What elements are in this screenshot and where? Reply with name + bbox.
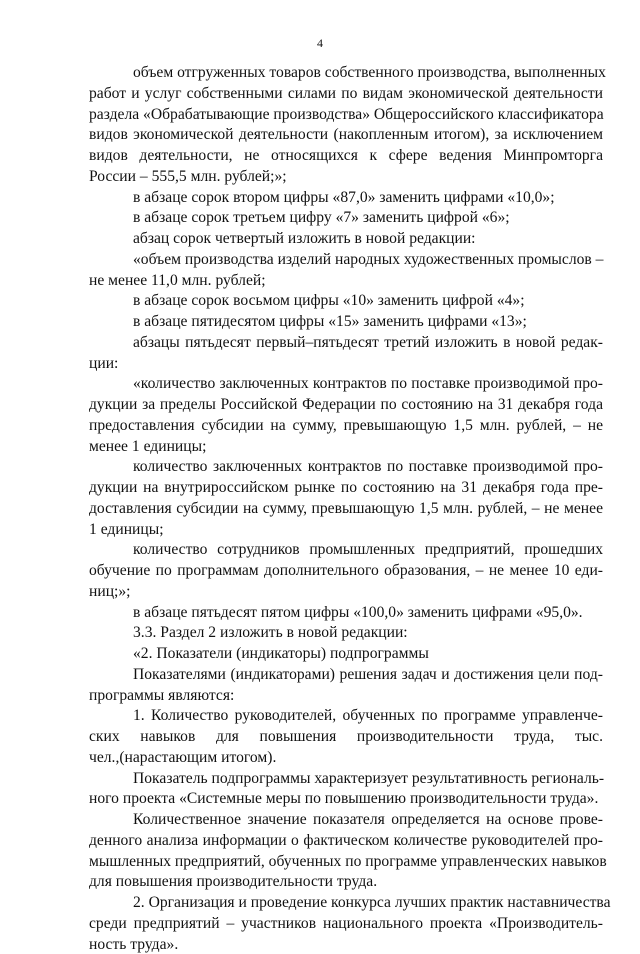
text-line: чел.,(нарастающим итогом). [89,748,277,766]
text-line: мышленных предприятий, обученных по программе управленческих навыков [89,852,607,870]
text-line: предоставления субсидии на сумму, превышающую 1,5 млн. рублей, – не [89,416,603,434]
text-line: 1 единицы; [89,520,164,538]
text-line: ции: [89,354,119,372]
text-line: Показателями (индикаторами) решения задач и достижения цели под- [133,665,603,683]
text-line: не менее 11,0 млн. рублей; [89,271,266,289]
text-line: ских навыков для повышения производительности труда, тыс. [89,728,603,745]
text-line: в абзаце пятьдесят пятом цифры «100,0» заменить цифрами «95,0». [133,603,583,621]
text-line: обучение по программам дополнительного образования, – не менее 10 еди- [89,562,603,579]
text-line: ного проекта «Системные меры по повышению производительности труда». [89,790,599,808]
text-line: раздела «Обрабатывающие производства» Общероссийского классификатора [89,105,604,123]
text-line: объем отгруженных товаров собственного производства, выполненных [133,64,606,81]
text-line: абзац сорок четвертый изложить в новой редакции: [133,230,476,247]
text-line: программы являются: [89,686,235,704]
text-line: доставления субсидии на сумму, превышающую 1,5 млн. рублей, – не менее [89,499,603,517]
text-line: Количественное значение показателя определяется на основе прове- [133,811,603,828]
text-line: 2. Организация и проведение конкурса лучших практик наставничества [133,894,611,911]
text-line: в абзаце сорок восьмом цифры «10» заменить цифрой «4»; [133,292,525,310]
text-line: «объем производства изделий народных художественных промыслов – [133,250,604,268]
text-line: «2. Показатели (индикаторы) подпрограммы [133,645,429,662]
text-line: видов экономической деятельности (накопленным итогом), за исключением [89,126,603,144]
text-line: ность труда». [89,935,179,953]
text-line: для повышения производительности труда. [89,873,378,891]
text-line: 3.3. Раздел 2 изложить в новой редакции: [133,624,408,642]
text-line: дукции за пределы Российской Федерации по состоянию на 31 декабря года [89,396,603,413]
text-line: количество заключенных контрактов по поставке производимой про- [133,458,603,476]
text-line: Показатель подпрограммы характеризует результативность региональ- [133,769,605,787]
text-line: среди предприятий – участников национального проекта «Производитель- [89,914,603,932]
text-line: 1. Количество руководителей, обученных по программе управленче- [133,707,603,725]
text-line: в абзаце сорок втором цифры «87,0» заменить цифрами «10,0»; [133,188,555,206]
text-line: в абзаце пятидесятом цифры «15» заменить цифрами «13»; [133,313,527,330]
page-number: 4 [317,36,323,50]
text-line: менее 1 единицы; [89,437,207,455]
text-line: России – 555,5 млн. рублей;»; [89,167,287,185]
text-line: ниц;»; [89,582,131,600]
text-line: «количество заключенных контрактов по поставке производимой про- [133,375,603,393]
text-line: дукции на внутрироссийском рынке по состоянию на 31 декабря года пре- [89,479,603,496]
text-line: в абзаце сорок третьем цифру «7» заменить цифрой «6»; [133,209,510,227]
text-line: абзацы пятьдесят первый–пятьдесят третий изложить в новой редак- [133,333,603,351]
text-line: денного анализа информации о фактическом количестве руководителей про- [89,831,603,849]
text-line: работ и услуг собственными силами по видам экономической деятельности [89,84,603,102]
text-line: видов деятельности, не относящихся к сфере ведения Минпромторга [89,147,603,164]
text-line: количество сотрудников промышленных предприятий, прошедших [133,541,603,559]
